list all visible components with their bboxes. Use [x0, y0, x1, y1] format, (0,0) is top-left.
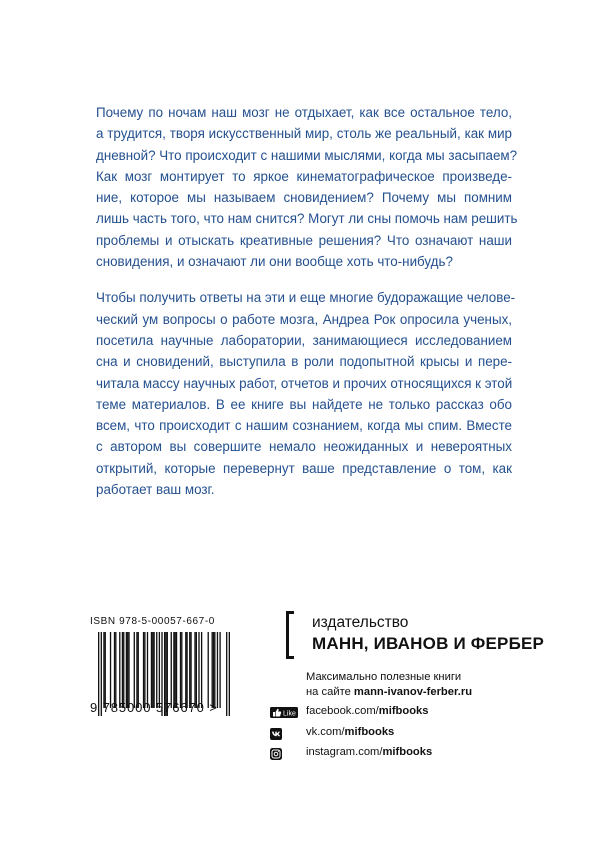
barcode-bar: [213, 632, 214, 708]
text-line: Как мозг монтирует то яркое кинематографическое произведе-: [96, 168, 512, 184]
text-line: а трудится, творя искусственный мир, столь же реальный, как мир: [96, 126, 512, 142]
text-line: читала массу научных работ, отчетов и прочих относящихся к этой: [96, 375, 513, 391]
barcode-bar: [103, 632, 104, 708]
barcode-bar: [147, 632, 148, 708]
barcode-bar: [217, 632, 218, 708]
website-link[interactable]: mann-ivanov-ferber.ru: [353, 686, 473, 698]
barcode-bar: [144, 632, 145, 708]
bracket-mark: [286, 611, 294, 659]
barcode-bar: [119, 632, 120, 708]
facebook-like-icon: [270, 707, 298, 718]
text-line: ние, которое мы называем сновидением? Почему мы помним: [96, 190, 512, 206]
text-line: ческий ум вопросы о работе мозга, Андреа Рок опросила ученых,: [96, 311, 512, 327]
barcode-bar: [127, 632, 128, 708]
barcode-digits: 9 785000 576670 >: [90, 700, 218, 715]
barcode-bar: [173, 632, 174, 708]
barcode-bar: [134, 632, 135, 708]
barcode-bar: [123, 632, 124, 708]
annotation-paragraph-2: [96, 287, 516, 500]
barcode-bar: [185, 632, 186, 708]
annotation-paragraph-1: [96, 102, 518, 272]
text-line: дневной? Что происходит с нашими мыслями, когда мы засыпаем?: [96, 147, 518, 163]
barcode-bar: [175, 632, 176, 708]
barcode-bar: [159, 632, 160, 708]
svg-text:Like: Like: [283, 710, 296, 718]
barcode-bar: [156, 632, 157, 708]
barcode-bar: [110, 632, 111, 708]
tagline-line-1: Максимально полезные книги: [306, 671, 462, 683]
text-line: сна и сновидений, выступила в роли подопытной крысы и пере-: [96, 354, 512, 370]
barcode-bar: [136, 632, 137, 708]
barcode-bar: [152, 632, 153, 708]
barcode-bar: [171, 632, 172, 708]
barcode-bar: [198, 632, 199, 708]
text-line: с автором вы совершите немало неожиданных и невероятных: [96, 439, 512, 455]
text-line: сновидения, и означают ли они вообще хоть что-нибудь?: [96, 254, 453, 270]
text-line: всем, что происходит с нашим сознанием, когда мы спим. Вместе: [96, 418, 512, 434]
barcode-bar: [105, 632, 106, 708]
barcode-bar: [115, 632, 116, 708]
barcode-bar: [190, 632, 191, 708]
barcode-bar: [180, 632, 181, 708]
publisher-name: МАНН, ИВАНОВ И ФЕРБЕР: [312, 634, 545, 653]
barcode-bar: [122, 632, 123, 708]
barcode-bar: [189, 632, 190, 708]
barcode-bar: [219, 632, 220, 708]
barcode-bar: [201, 632, 202, 708]
text-line: теме материалов. В ее книге вы найдете не только рассказ обо: [96, 396, 512, 412]
text-line: Чтобы получить ответы на эти и еще многие будоражащие челове-: [96, 290, 516, 306]
barcode-bar: [176, 632, 177, 708]
barcode-bar: [114, 632, 115, 708]
barcode-bar: [181, 632, 182, 708]
text-line: работает ваш мозг.: [96, 482, 215, 498]
barcode-bar: [138, 632, 139, 708]
text-line: проблемы и отыскать креативные решения? Что означают наши: [96, 232, 512, 248]
barcode-bar: [126, 632, 127, 708]
barcode-bar: [186, 632, 187, 708]
text-line: Почему по ночам наш мозг не отдыхает, как все остальное тело,: [96, 105, 512, 120]
tagline-line-2: на сайте mann-ivanov-ferber.ru: [306, 686, 473, 698]
text-line: посетила научные лаборатории, занимающиеся исследованием: [96, 332, 512, 348]
isbn-block: [90, 616, 230, 715]
publisher-tagline: [306, 670, 472, 700]
isbn-label: ISBN 978-5-00057-667-0: [90, 616, 215, 627]
instagram-icon: [270, 748, 282, 760]
barcode-bar: [153, 632, 154, 708]
barcode-bar: [151, 632, 152, 708]
barcode-bar: [128, 632, 129, 708]
barcode-bar: [196, 632, 197, 708]
text-line: открытий, которые перевернут ваше представление о том, как: [96, 460, 512, 476]
vk-icon: [270, 728, 282, 740]
annotation-text: [96, 102, 518, 515]
barcode-bar: [208, 632, 209, 708]
publisher-label: издательство: [312, 614, 409, 631]
barcode-bar: [214, 632, 215, 708]
barcode-bar: [143, 632, 144, 708]
text-line: лишь часть того, что нам снится? Могут ли сны помочь нам решить: [96, 211, 518, 227]
barcode-bar: [212, 632, 213, 708]
barcode-bar: [194, 632, 195, 708]
